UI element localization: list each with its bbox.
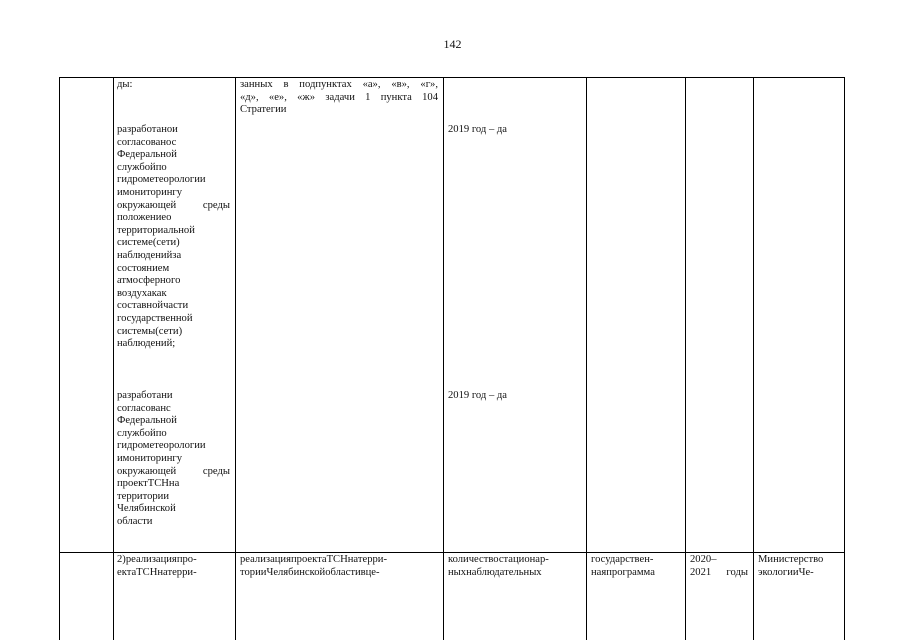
word: ная (591, 566, 607, 578)
row1-col3-text (240, 79, 438, 117)
word: по (155, 161, 167, 173)
page-number: 142 (443, 37, 462, 51)
row2-col6-line (690, 554, 748, 567)
word: и (117, 186, 123, 198)
word: с (171, 136, 177, 148)
row1-col2-line: области (117, 515, 153, 527)
row1-col2-block1 (117, 124, 230, 351)
word: в (360, 566, 366, 578)
word: по (155, 427, 167, 439)
word: терри- (167, 566, 197, 578)
word: – (711, 554, 717, 565)
word: стационар- (498, 554, 549, 565)
word: 2) (117, 554, 126, 565)
row1-col2-line: гидрометеорологии (117, 174, 206, 186)
word: за (172, 249, 182, 261)
row1-col2-line: атмосферного (117, 275, 181, 287)
row1-col4-value1: 2019 год – да (448, 124, 507, 135)
row1-col2-line (117, 288, 230, 301)
word: це- (365, 566, 380, 578)
row1-col2-line: гидрометеорологии (117, 440, 206, 452)
word: ТСН (147, 478, 169, 490)
word: области (325, 566, 361, 578)
row1-col2-line (117, 453, 230, 466)
word: воздуха (117, 287, 152, 299)
row2-col2-line (117, 554, 230, 567)
word: части (163, 300, 189, 312)
row2-col4-line (448, 554, 581, 567)
word: и (166, 390, 173, 401)
word: (сети) (155, 325, 183, 337)
word: тории (240, 566, 267, 578)
row1-col2-line (117, 187, 230, 200)
word: и (172, 124, 178, 135)
table-col-line-4 (586, 77, 587, 640)
row1-col2-line (117, 124, 230, 137)
word: екта (117, 566, 137, 578)
row1-col2-line: окружающей среды (117, 199, 230, 211)
row1-col2-line: наблюдений; (117, 338, 176, 350)
word: проекта (290, 554, 327, 565)
row1-col2-line: территории (117, 490, 170, 502)
word: разработано (117, 124, 173, 135)
row1-col2-line (117, 137, 230, 150)
row1-col2-line: территориальной (117, 224, 195, 236)
table-col-line-3 (443, 77, 444, 640)
table-col-line-0 (59, 77, 60, 640)
word: 2020 (690, 554, 712, 565)
table-row-divider (59, 552, 845, 553)
word: наблюдательных (466, 566, 542, 578)
row2-col7-line: Министерство (758, 554, 824, 565)
row1-col2-line (117, 428, 230, 441)
word: реализация (240, 554, 291, 565)
row1-col2-line: Челябинской (117, 503, 176, 515)
table-col-line-5 (685, 77, 686, 640)
row2-col4-line (448, 567, 581, 580)
word: на (168, 478, 180, 490)
row1-col2-block2 (117, 390, 230, 529)
word: положение (117, 212, 167, 224)
word: ТСН (326, 554, 348, 565)
word: разработан (117, 390, 167, 401)
row1-col3-line: Стратегии (240, 104, 287, 116)
row1-col2-line (117, 326, 230, 339)
word: согласован (117, 402, 167, 414)
row1-col2-line (117, 478, 230, 491)
row2-col3-line (240, 554, 438, 567)
word: терри- (357, 554, 387, 565)
row1-col2-line (117, 390, 230, 403)
row1-col2-line: Федеральной (117, 149, 177, 161)
row2-col5-text (591, 554, 680, 579)
word: про- (176, 554, 197, 565)
word: как (151, 287, 167, 299)
word: проект (117, 478, 148, 490)
word: количество (448, 554, 499, 565)
row1-col2-head: ды: (117, 79, 133, 90)
row1-col2-line (117, 212, 230, 225)
word: службой (117, 427, 156, 439)
word: о (166, 212, 172, 224)
row2-col5-line (591, 567, 680, 580)
table-col-line-7 (844, 77, 845, 640)
word: Че- (798, 566, 814, 578)
word: согласовано (117, 136, 172, 148)
row1-col2-line (117, 250, 230, 263)
word: системе (117, 237, 153, 249)
word: наблюдений (117, 249, 173, 261)
word: на (347, 554, 358, 565)
row1-col2-line (117, 403, 230, 416)
row2-col2-line (117, 567, 230, 580)
word: составной (117, 300, 164, 312)
word: и (117, 452, 123, 464)
row2-col2-text (117, 554, 230, 579)
word: с (166, 402, 171, 414)
row1-col2-line (117, 162, 230, 175)
word: мониторингу (122, 186, 183, 198)
row1-col3-line: занных в подпунктах «а», «в», «г», (240, 79, 438, 90)
table-border-top (59, 77, 845, 78)
row1-col2-line: Федеральной (117, 415, 177, 427)
row1-col2-line (117, 300, 230, 313)
word: экологии (758, 566, 799, 578)
row2-col6-text (690, 554, 748, 579)
row2-col6-line: 2021 годы (690, 566, 748, 578)
row2-col7-line (758, 567, 840, 580)
word: программа (606, 566, 655, 578)
word: Челябинской (266, 566, 326, 578)
word: реализация (125, 554, 177, 565)
word: ТСН (136, 566, 158, 578)
word: службой (117, 161, 156, 173)
row1-col2-line: состоянием (117, 262, 170, 274)
row1-col4-value2: 2019 год – да (448, 390, 507, 401)
row1-col3-line: «д», «е», «ж» задачи 1 пункта 104 (240, 91, 438, 103)
row2-col3-line (240, 567, 438, 580)
table-col-line-1 (113, 77, 114, 640)
row2-col4-text (448, 554, 581, 579)
row1-col2-line (117, 237, 230, 250)
table-col-line-6 (753, 77, 754, 640)
word: мониторингу (122, 452, 183, 464)
word: на (157, 566, 168, 578)
row1-col2-line: государственной (117, 312, 193, 324)
row2-col5-line: государствен- (591, 554, 654, 565)
word: системы (117, 325, 156, 337)
table-col-line-2 (235, 77, 236, 640)
word: (сети) (152, 237, 180, 249)
word: ных (448, 566, 467, 578)
row2-col3-text (240, 554, 438, 579)
row2-col7-text (758, 554, 840, 579)
row1-col2-line: окружающей среды (117, 465, 230, 477)
